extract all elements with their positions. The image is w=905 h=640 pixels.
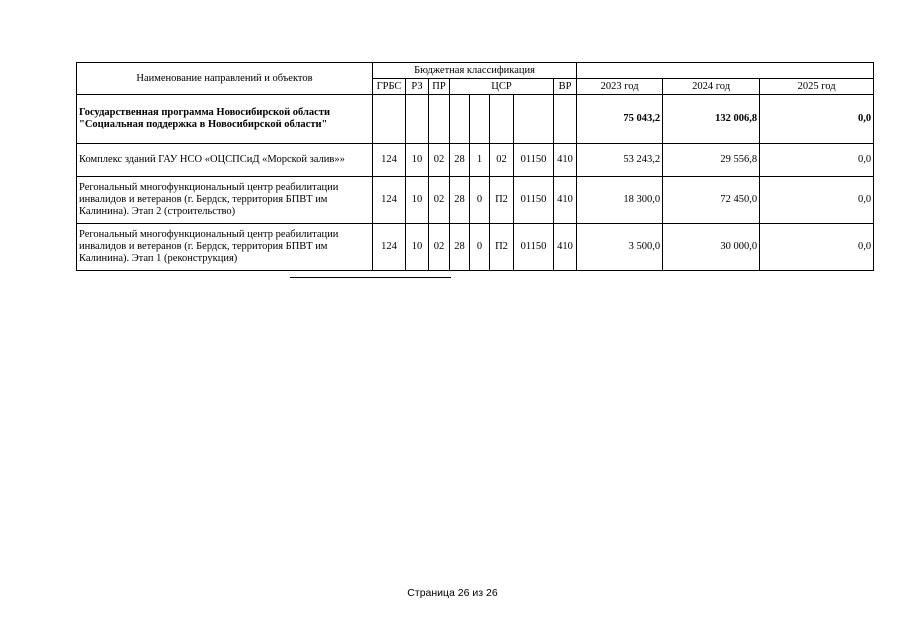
csr2-cell: 0 [470,224,490,271]
rz-cell: 10 [406,224,429,271]
csr4-cell: 01150 [514,177,554,224]
header-row-1 [77,63,874,79]
table-row [77,224,874,271]
pr-cell: 02 [429,224,450,271]
program-csr1 [450,95,470,144]
years-header-blank [577,63,874,79]
program-row [77,95,874,144]
program-rz [406,95,429,144]
csr4-cell: 01150 [514,144,554,177]
rz-cell: 10 [406,177,429,224]
program-2025: 0,0 [760,95,874,144]
csr3-cell: 02 [490,144,514,177]
value-2025: 0,0 [760,177,874,224]
csr3-cell: П2 [490,224,514,271]
csr1-cell: 28 [450,224,470,271]
object-name: Комплекс зданий ГАУ НСО «ОЦСПСиД «Морской залив»» [77,144,373,177]
csr1-cell: 28 [450,144,470,177]
csr2-cell: 0 [470,177,490,224]
page-number: Страница 26 из 26 [407,587,498,599]
csr4-cell: 01150 [514,224,554,271]
program-2023: 75 043,2 [577,95,663,144]
name-column-header: Наименование направлений и объектов [77,63,373,95]
grbs-header: ГРБС [373,79,406,95]
program-vr [554,95,577,144]
pr-cell: 02 [429,177,450,224]
vr-cell: 410 [554,224,577,271]
pr-cell: 02 [429,144,450,177]
year-2025-header: 2025 год [760,79,874,95]
program-csr4 [514,95,554,144]
program-2024: 132 006,8 [663,95,760,144]
end-rule-divider [290,277,451,278]
program-csr2 [470,95,490,144]
csr3-cell: П2 [490,177,514,224]
csr-header: ЦСР [450,79,554,95]
object-name: Регональный многофункциональный центр реабилитации инвалидов и ветеранов (г. Бердск, территория БПВТ им Калинина). Этап 2 (строительство) [77,177,373,224]
program-csr3 [490,95,514,144]
grbs-cell: 124 [373,177,406,224]
vr-cell: 410 [554,177,577,224]
program-pr [429,95,450,144]
rz-cell: 10 [406,144,429,177]
budget-table [76,62,874,271]
value-2023: 53 243,2 [577,144,663,177]
value-2024: 72 450,0 [663,177,760,224]
budget-classification-header: Бюджетная классификация [373,63,577,79]
value-2023: 3 500,0 [577,224,663,271]
table-row [77,177,874,224]
value-2025: 0,0 [760,224,874,271]
pr-header: ПР [429,79,450,95]
rz-header: РЗ [406,79,429,95]
grbs-cell: 124 [373,144,406,177]
value-2025: 0,0 [760,144,874,177]
value-2024: 29 556,8 [663,144,760,177]
vr-cell: 410 [554,144,577,177]
grbs-cell: 124 [373,224,406,271]
year-2023-header: 2023 год [577,79,663,95]
csr2-cell: 1 [470,144,490,177]
csr1-cell: 28 [450,177,470,224]
object-name: Регональный многофункциональный центр реабилитации инвалидов и ветеранов (г. Бердск, территория БПВТ им Калинина). Этап 1 (реконструкция) [77,224,373,271]
value-2023: 18 300,0 [577,177,663,224]
program-grbs [373,95,406,144]
year-2024-header: 2024 год [663,79,760,95]
table-row [77,144,874,177]
vr-header: ВР [554,79,577,95]
program-name: Государственная программа Новосибирской области "Социальная поддержка в Новосибирской области" [77,95,373,144]
value-2024: 30 000,0 [663,224,760,271]
